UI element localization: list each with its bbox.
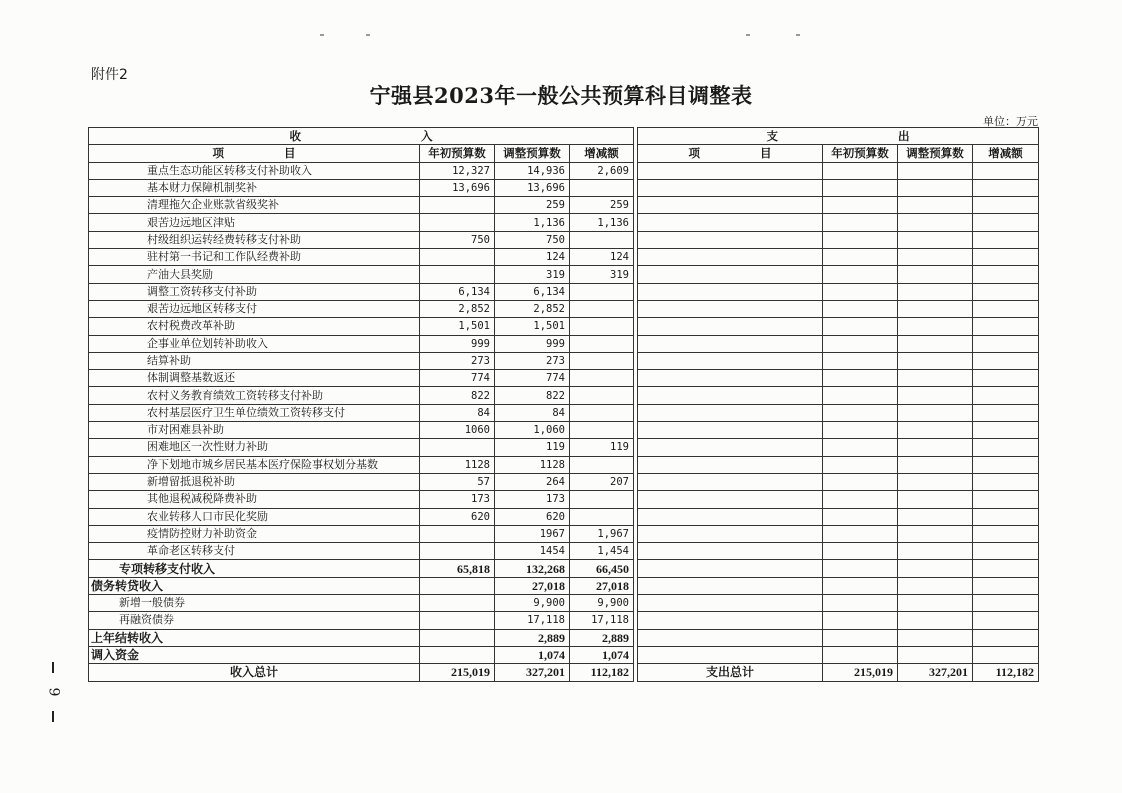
page-number-value: 9 [44,687,61,697]
income-item-name: 农村基层医疗卫生单位绩效工资转移支付 [89,404,420,421]
income-initial-header: 年初预算数 [420,145,495,162]
income-total-name: 收入总计 [89,664,420,681]
income-item-initial: 173 [420,491,495,508]
expense-empty-cell [638,266,823,283]
expense-empty-cell [973,283,1039,300]
special-transfer-change: 66,450 [570,560,634,577]
income-item-initial: 273 [420,352,495,369]
page-number-dash [52,662,54,673]
expense-empty-cell [823,491,898,508]
income-row [89,162,1039,179]
income-item-adjusted: 1,136 [495,214,570,231]
income-item-adjusted: 319 [495,266,570,283]
unit-label: 单位：万元 [983,115,1038,128]
expense-empty-cell [973,439,1039,456]
income-item-adjusted: 1454 [495,543,570,560]
income-item-initial [420,543,495,560]
income-adjusted-header: 调整预算数 [495,145,570,162]
budget-table [88,127,1039,682]
income-item-adjusted: 774 [495,370,570,387]
expense-empty-cell [823,162,898,179]
expense-empty-cell [823,179,898,196]
expense-total-initial: 215,019 [823,664,898,681]
income-row [89,422,1039,439]
expense-empty-cell [898,456,973,473]
total-row [89,664,1039,681]
income-item-adjusted: 13,696 [495,179,570,196]
expense-empty-cell [898,508,973,525]
income-header-left: 收 [289,129,301,144]
income-item-initial [420,249,495,266]
expense-initial-header: 年初预算数 [823,145,898,162]
income-item-change [570,318,634,335]
expense-empty-cell [638,249,823,266]
income-item-initial: 6,134 [420,283,495,300]
page-title: 宁强县2023年一般公共预算科目调整表 [369,83,753,108]
income-row [89,508,1039,525]
expense-empty-cell [898,370,973,387]
income-item-name: 重点生态功能区转移支付补助收入 [89,162,420,179]
expense-header-right: 出 [898,129,910,144]
expense-empty-cell [973,249,1039,266]
expense-total-change: 112,182 [973,664,1039,681]
income-item-name: 村级组织运转经费转移支付补助 [89,231,420,248]
page-number-dash [52,711,54,722]
debt-sub-adjusted: 17,118 [495,612,570,629]
income-item-adjusted: 2,852 [495,300,570,317]
expense-empty-cell [638,231,823,248]
expense-empty-cell [898,214,973,231]
expense-empty-cell [898,352,973,369]
income-item-initial [420,266,495,283]
income-item-adjusted: 6,134 [495,283,570,300]
expense-empty-cell [638,197,823,214]
expense-empty-cell [823,352,898,369]
income-item-header [89,145,420,162]
expense-empty-cell [638,473,823,490]
income-row [89,249,1039,266]
expense-empty-cell [823,387,898,404]
income-row [89,456,1039,473]
income-total-initial: 215,019 [420,664,495,681]
income-item-name: 体制调整基数返还 [89,370,420,387]
expense-empty-cell [973,352,1039,369]
income-item-initial: 999 [420,335,495,352]
carryover-row [89,629,1039,646]
income-item-adjusted: 822 [495,387,570,404]
special-transfer-row [89,560,1039,577]
carryover-adjusted: 2,889 [495,629,570,646]
special-transfer-initial: 65,818 [420,560,495,577]
income-item-change [570,456,634,473]
income-item-name: 其他退税减税降费补助 [89,491,420,508]
scan-artifact [320,34,324,36]
income-row [89,370,1039,387]
expense-empty-cell [823,249,898,266]
expense-empty-cell [898,300,973,317]
item-header-right: 目 [760,146,772,161]
expense-empty-cell [638,352,823,369]
expense-empty-cell [823,439,898,456]
income-item-name: 净下划地市城乡居民基本医疗保险事权划分基数 [89,456,420,473]
income-row [89,318,1039,335]
expense-empty-cell [823,543,898,560]
expense-empty-cell [823,422,898,439]
expense-empty-cell [638,335,823,352]
income-item-adjusted: 84 [495,404,570,421]
expense-empty-cell [973,162,1039,179]
income-item-change: 259 [570,197,634,214]
expense-empty-cell [638,370,823,387]
income-item-name: 艰苦边远地区转移支付 [89,300,420,317]
income-item-adjusted: 1,501 [495,318,570,335]
expense-empty-cell [898,525,973,542]
income-item-adjusted: 119 [495,439,570,456]
expense-empty-cell [898,231,973,248]
expense-empty-cell [823,370,898,387]
income-item-change [570,283,634,300]
income-item-name: 革命老区转移支付 [89,543,420,560]
income-item-change: 119 [570,439,634,456]
expense-empty-cell [638,387,823,404]
income-item-initial: 750 [420,231,495,248]
expense-empty-cell [973,335,1039,352]
debt-name: 债务转贷收入 [89,577,420,594]
income-row [89,473,1039,490]
income-row [89,179,1039,196]
expense-item-header [638,145,823,162]
expense-empty-cell [638,439,823,456]
income-item-name: 基本财力保障机制奖补 [89,179,420,196]
expense-empty-cell [823,197,898,214]
expense-empty-cell [638,508,823,525]
expense-empty-cell [898,162,973,179]
income-item-name: 农业转移人口市民化奖励 [89,508,420,525]
income-item-initial: 12,327 [420,162,495,179]
income-item-initial [420,439,495,456]
income-item-change [570,352,634,369]
expense-empty-cell [898,491,973,508]
income-item-change [570,179,634,196]
income-item-adjusted: 273 [495,352,570,369]
expense-empty-cell [638,162,823,179]
item-header-left: 项 [212,146,224,161]
income-item-adjusted: 14,936 [495,162,570,179]
income-item-change: 1,454 [570,543,634,560]
debt-sub-initial [420,612,495,629]
income-row [89,543,1039,560]
income-item-adjusted: 1967 [495,525,570,542]
income-total-adjusted: 327,201 [495,664,570,681]
expense-empty-cell [973,543,1039,560]
income-item-adjusted: 750 [495,231,570,248]
scan-artifact [746,34,750,36]
expense-total-name: 支出总计 [638,664,823,681]
expense-empty-cell [973,508,1039,525]
income-item-name: 市对困难县补助 [89,422,420,439]
expense-empty-cell [898,179,973,196]
expense-empty-cell [823,335,898,352]
transfer-in-initial [420,646,495,663]
income-row [89,335,1039,352]
expense-empty-cell [638,179,823,196]
expense-empty-cell [973,179,1039,196]
expense-empty-cell [823,300,898,317]
special-transfer-name: 专项转移支付收入 [89,560,420,577]
expense-empty-cell [898,283,973,300]
debt-sub-change: 9,900 [570,595,634,612]
expense-empty-cell [638,283,823,300]
income-item-change: 207 [570,473,634,490]
income-item-name: 困难地区一次性财力补助 [89,439,420,456]
transfer-in-change: 1,074 [570,646,634,663]
expense-empty-cell [973,300,1039,317]
income-item-adjusted: 173 [495,491,570,508]
income-item-change: 1,136 [570,214,634,231]
scan-artifact [796,34,800,36]
expense-empty-cell [973,491,1039,508]
debt-sub-name: 再融资债券 [89,612,420,629]
income-item-adjusted: 124 [495,249,570,266]
income-item-change [570,404,634,421]
expense-empty-cell [973,197,1039,214]
income-item-adjusted: 1,060 [495,422,570,439]
expense-empty-cell [973,214,1039,231]
expense-empty-cell [638,300,823,317]
transfer-in-row [89,646,1039,663]
expense-header-left: 支 [766,129,778,144]
expense-empty-cell [823,318,898,335]
income-item-change: 319 [570,266,634,283]
expense-empty-cell [638,214,823,231]
income-row [89,387,1039,404]
income-item-change: 2,609 [570,162,634,179]
income-item-change [570,422,634,439]
expense-empty-cell [973,318,1039,335]
income-item-initial: 1,501 [420,318,495,335]
expense-empty-cell [898,197,973,214]
expense-empty-cell [898,439,973,456]
expense-empty-cell [898,318,973,335]
income-item-change [570,300,634,317]
expense-empty-cell [898,404,973,421]
income-item-adjusted: 1128 [495,456,570,473]
income-row [89,231,1039,248]
income-row [89,214,1039,231]
income-row [89,439,1039,456]
income-item-adjusted: 259 [495,197,570,214]
income-item-initial: 1128 [420,456,495,473]
income-item-initial: 822 [420,387,495,404]
income-item-name: 企事业单位划转补助收入 [89,335,420,352]
carryover-name: 上年结转收入 [89,629,420,646]
expense-empty-cell [823,525,898,542]
income-item-name: 疫情防控财力补助资金 [89,525,420,542]
income-row [89,352,1039,369]
expense-empty-cell [973,422,1039,439]
expense-empty-cell [973,473,1039,490]
income-item-initial: 13,696 [420,179,495,196]
income-change-header: 增减额 [570,145,634,162]
income-item-name: 驻村第一书记和工作队经费补助 [89,249,420,266]
income-row [89,404,1039,421]
expense-empty-cell [973,387,1039,404]
income-item-change [570,335,634,352]
income-item-name: 新增留抵退税补助 [89,473,420,490]
income-item-initial: 774 [420,370,495,387]
income-item-initial [420,197,495,214]
income-item-adjusted: 999 [495,335,570,352]
expense-empty-cell [973,404,1039,421]
income-item-change [570,370,634,387]
expense-empty-cell [638,456,823,473]
income-total-change: 112,182 [570,664,634,681]
scan-artifact [366,34,370,36]
income-item-initial [420,214,495,231]
debt-sub-adjusted: 9,900 [495,595,570,612]
income-item-adjusted: 264 [495,473,570,490]
debt-initial [420,577,495,594]
income-item-adjusted: 620 [495,508,570,525]
expense-total-adjusted: 327,201 [898,664,973,681]
income-item-name: 农村义务教育绩效工资转移支付补助 [89,387,420,404]
expense-empty-cell [823,404,898,421]
expense-empty-cell [898,266,973,283]
income-item-change: 1,967 [570,525,634,542]
expense-empty-cell [898,422,973,439]
expense-empty-cell [973,370,1039,387]
income-row [89,525,1039,542]
expense-empty-cell [898,473,973,490]
income-row [89,266,1039,283]
expense-empty-cell [823,231,898,248]
special-transfer-adjusted: 132,268 [495,560,570,577]
income-item-initial [420,525,495,542]
debt-sub-change: 17,118 [570,612,634,629]
income-row [89,197,1039,214]
expense-empty-cell [898,387,973,404]
carryover-change: 2,889 [570,629,634,646]
income-section-header [89,128,634,145]
expense-empty-cell [638,491,823,508]
expense-empty-cell [823,473,898,490]
income-item-name: 艰苦边远地区津贴 [89,214,420,231]
expense-empty-cell [638,404,823,421]
section-header-row [89,128,1039,145]
debt-row [89,577,1039,594]
expense-empty-cell [638,422,823,439]
income-item-initial: 2,852 [420,300,495,317]
expense-change-header: 增减额 [973,145,1039,162]
expense-empty-cell [823,214,898,231]
page-number [42,662,64,722]
item-header-right: 目 [284,146,296,161]
income-item-name: 清理拖欠企业账款省级奖补 [89,197,420,214]
expense-empty-cell [638,543,823,560]
income-item-change [570,387,634,404]
income-item-name: 农村税费改革补助 [89,318,420,335]
income-item-initial: 1060 [420,422,495,439]
expense-empty-cell [638,525,823,542]
expense-empty-cell [823,283,898,300]
income-item-change [570,231,634,248]
expense-empty-cell [973,266,1039,283]
income-item-initial: 57 [420,473,495,490]
income-row [89,300,1039,317]
debt-sub-row [89,595,1039,612]
debt-adjusted: 27,018 [495,577,570,594]
expense-empty-cell [823,508,898,525]
column-header-row [89,145,1039,162]
income-item-name: 结算补助 [89,352,420,369]
debt-sub-name: 新增一般债券 [89,595,420,612]
debt-change: 27,018 [570,577,634,594]
expense-empty-cell [898,249,973,266]
debt-sub-row [89,612,1039,629]
expense-empty-cell [823,266,898,283]
expense-empty-cell [973,525,1039,542]
transfer-in-adjusted: 1,074 [495,646,570,663]
income-item-change: 124 [570,249,634,266]
carryover-initial [420,629,495,646]
attachment-label: 附件2 [91,67,128,83]
income-header-right: 入 [421,129,433,144]
expense-empty-cell [973,231,1039,248]
income-item-change [570,508,634,525]
expense-empty-cell [823,456,898,473]
expense-empty-cell [638,318,823,335]
income-row [89,491,1039,508]
income-item-change [570,491,634,508]
income-item-initial: 620 [420,508,495,525]
debt-sub-initial [420,595,495,612]
income-item-initial: 84 [420,404,495,421]
income-item-name: 产油大县奖励 [89,266,420,283]
income-item-name: 调整工资转移支付补助 [89,283,420,300]
transfer-in-name: 调入资金 [89,646,420,663]
expense-empty-cell [898,543,973,560]
expense-adjusted-header: 调整预算数 [898,145,973,162]
income-row [89,283,1039,300]
item-header-left: 项 [688,146,700,161]
expense-empty-cell [973,456,1039,473]
expense-empty-cell [898,335,973,352]
expense-section-header [638,128,1039,145]
